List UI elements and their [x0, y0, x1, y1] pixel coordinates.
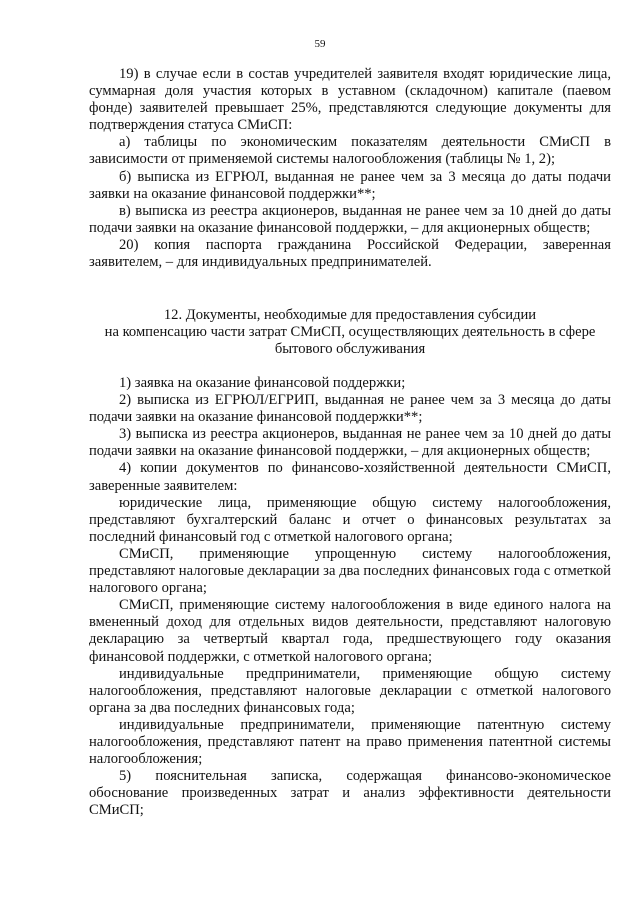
- section-11-continuation: [89, 66, 611, 271]
- paragraph-20: 20) копия паспорта гражданина Российской Федерации, заверенная заявителем, – для индивидуальных предпринимателей.: [89, 236, 611, 271]
- heading-line-1: 12. Документы, необходимые для предоставления субсидии: [163, 307, 537, 323]
- heading-line-3: бытового обслуживания: [274, 341, 426, 358]
- item-3: 3) выписка из реестра акционеров, выданная не ранее чем за 10 дней до даты подачи заявки на оказание финансовой поддержки, – для акционерных обществ;: [89, 426, 611, 460]
- item-4-imputed-tax: СМиСП, применяющие систему налогообложения в виде единого налога на вмененный доход для отдельных видов деятельности, представляют налоговую декларацию за четвертый квартал года, предшествующего году оказания финансовой поддержки, с отметкой налогового органа;: [89, 597, 611, 665]
- item-2: 2) выписка из ЕГРЮЛ/ЕГРИП, выданная не ранее чем за 3 месяца до даты подачи заявки на оказание финансовой поддержки**;: [89, 392, 611, 426]
- page-number: 59: [314, 38, 326, 50]
- section-12-heading: [89, 307, 611, 358]
- item-4-entrepreneurs-patent: индивидуальные предприниматели, применяющие патентную систему налогообложения, представляют патент на право применения патентной системы налогообложения;: [89, 716, 611, 768]
- item-4: 4) копии документов по финансово-хозяйственной деятельности СМиСП, заверенные заявителем:: [89, 460, 611, 494]
- paragraph-19c: в) выписка из реестра акционеров, выданная не ранее чем за 10 дней до даты подачи заявки на оказание финансовой поддержки, – для акционерных обществ;: [89, 202, 611, 236]
- heading-line-2: на компенсацию части затрат СМиСП, осуществляющих деятельность в сфере: [104, 324, 596, 341]
- item-4-entrepreneurs-general: индивидуальные предприниматели, применяющие общую систему налогообложения, представляют налоговые декларации с отметкой налогового органа за два последних финансовых года;: [89, 665, 611, 716]
- paragraph-19a: а) таблицы по экономическим показателям деятельности СМиСП в зависимости от применяемой системы налогообложения (таблицы № 1, 2);: [89, 134, 611, 168]
- paragraph-19b: б) выписка из ЕГРЮЛ, выданная не ранее чем за 3 месяца до даты подачи заявки на оказание финансовой поддержки**;: [89, 168, 611, 202]
- section-12-body: [89, 375, 611, 819]
- item-5: 5) пояснительная записка, содержащая финансово-экономическое обоснование произведенных затрат и анализ эффективности деятельности СМиСП;: [89, 768, 611, 819]
- item-1: 1) заявка на оказание финансовой поддержки;: [119, 375, 406, 391]
- item-4-simplified-tax: СМиСП, применяющие упрощенную систему налогообложения, представляют налоговые декларации за два последних финансовых года с отметкой налогового органа;: [89, 545, 611, 597]
- item-4-legal-entities: юридические лица, применяющие общую систему налогообложения, представляют бухгалтерский баланс и отчет о финансовых результатах за последний финансовый год с отметкой налогового органа;: [89, 494, 611, 545]
- paragraph-19: 19) в случае если в состав учредителей заявителя входят юридические лица, суммарная доля участия которых в уставном (складочном) капитале (паевом фонде) заявителей превышает 25%, представляются следующие документы для подтверждения статуса СМиСП:: [89, 66, 611, 134]
